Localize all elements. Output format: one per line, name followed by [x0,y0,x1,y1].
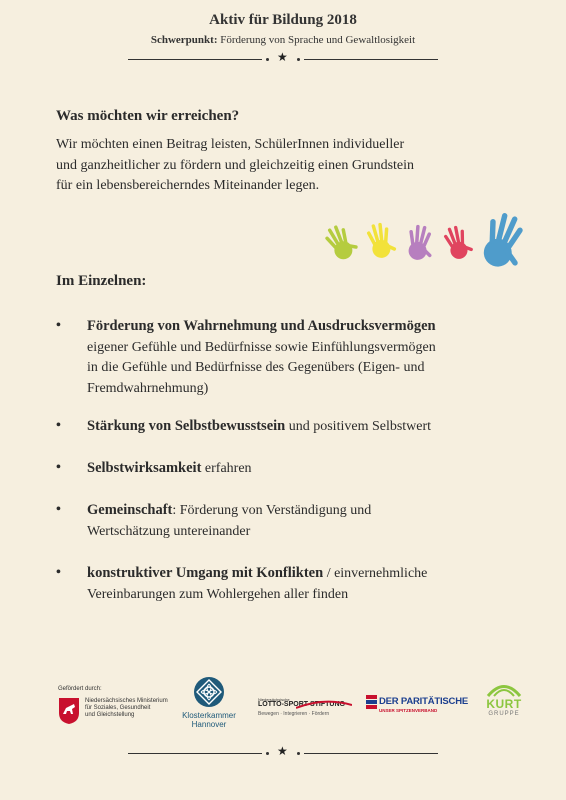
lotto-small: Niedersächsische [258,697,290,702]
bullet-icon: • [56,318,61,333]
item-bold: Gemeinschaft [87,502,173,518]
klosterkammer-logo [174,676,244,732]
hand-green [322,220,361,263]
hand-red [442,223,475,262]
subtitle-text: Förderung von Sprache und Gewaltlosigkeit [220,34,416,46]
header-subtitle [0,34,566,46]
top-divider [128,50,438,65]
goals-line: für ein lebensbereicherndes Miteinander legen. [56,178,320,193]
bullet-icon: • [56,460,61,475]
kurt-arch-icon [486,681,522,697]
star-icon: ★ [277,744,288,758]
item-bold: konstruktiver Umgang mit Konflikten [87,565,324,581]
kurt-sub: GRUPPE [488,711,520,717]
bottom-divider [128,744,438,759]
hand-blue [476,209,534,274]
item-rest: : Förderung von Verständigung und [172,503,372,518]
ministry-logo [58,697,178,727]
item-line: in die Gefühle und Bedürfnisse des Gegenübers (Eigen- und [87,360,425,375]
bullet-icon: • [56,565,61,580]
paritaetische-sub: UNSER SPITZENVERBAND [379,708,438,713]
item-rest: und positivem Selbstwert [285,419,432,434]
goals-heading: Was möchten wir erreichen? [56,108,240,124]
bullet-icon: • [56,418,61,433]
item-line: Vereinbarungen zum Wohlergehen aller finden [87,586,349,602]
lower-saxony-crest-icon [58,697,80,725]
star-icon: ★ [277,50,288,64]
ministry-line: Niedersächsisches Ministerium [85,698,168,704]
subtitle-label: Schwerpunkt: [150,34,218,46]
kurt-name: KURT [486,697,522,711]
lotto-sport-stiftung-logo [256,697,356,725]
lotto-tagline: Bewegen · Integrieren · Fördern [258,711,330,717]
kurt-gruppe-logo [482,681,526,721]
colorful-handprints-illustration [318,205,536,275]
lotto-main: LOTTO-SPORT-STIFTUNG [258,701,345,708]
header-title: Aktiv für Bildung 2018 [209,12,357,28]
hand-purple [404,223,437,262]
goals-line: und ganzheitlicher zu fördern und gleichzeitig einen Grundstein [56,157,415,173]
item-rest: / einvernehmliche [323,566,428,581]
item-line: Fremdwahrnehmung) [87,380,209,396]
item-bold: Selbstwirksamkeit [87,460,202,476]
funded-by-label: Gefördert durch: [58,686,102,692]
goals-text [56,135,456,197]
paritaetische-logo [366,695,476,719]
ministry-line: und Gleichstellung [85,712,135,718]
details-heading: Im Einzelnen: [56,273,147,289]
hand-yellow [365,221,398,260]
item-rest: erfahren [201,461,252,476]
kloster-line: Klosterkammer [182,711,236,720]
paritaetische-mark-icon [366,695,378,709]
item-line: Wertschätzung untereinander [87,523,251,539]
item-line: eigener Gefühle und Bedürfnisse sowie Einfühlungsvermögen [87,339,436,355]
bullet-icon: • [56,502,61,517]
ministry-line: für Soziales, Gesundheit [85,705,151,711]
klosterkammer-emblem-icon [193,676,225,708]
item-bold: Stärkung von Selbstbewusstsein [87,418,286,434]
kloster-line: Hannover [191,720,227,729]
lotto-swoosh-icon [296,699,352,709]
item-bold: Förderung von Wahrnehmung und Ausdrucksvermögen [87,318,436,334]
paritaetische-name: DER PARITÄTISCHE [379,696,468,707]
goals-line: Wir möchten einen Beitrag leisten, SchülerInnen individueller [56,137,405,152]
